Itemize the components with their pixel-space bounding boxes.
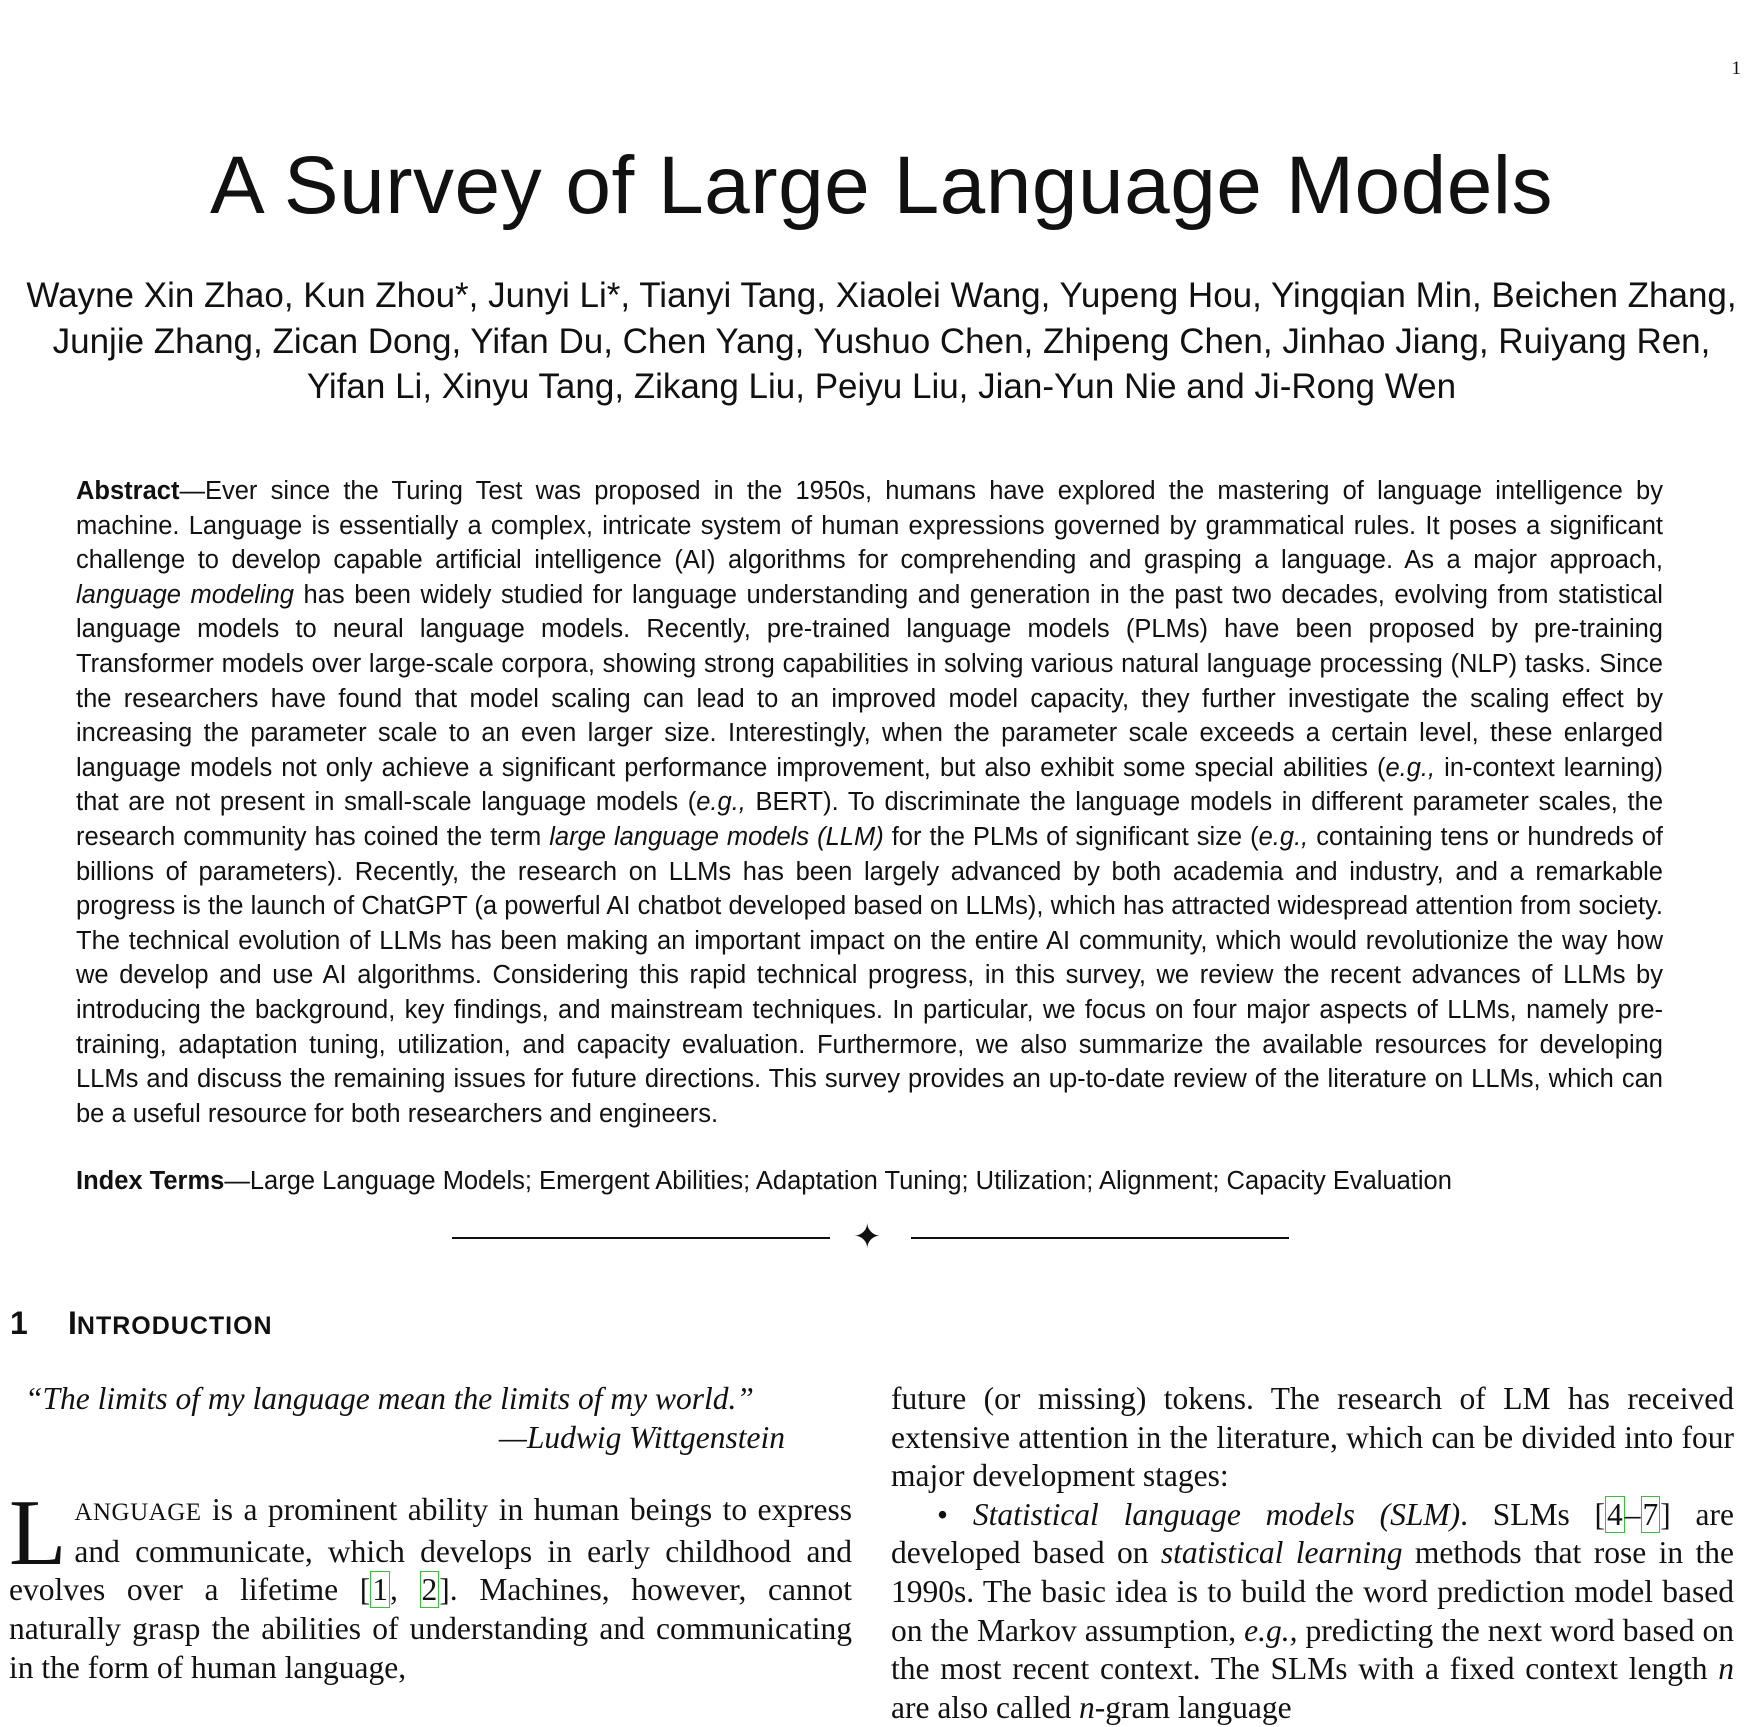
smallcaps-word: ANGUAGE <box>74 1499 202 1527</box>
bullet-icon: • <box>937 1496 949 1532</box>
citation-link[interactable]: 4 <box>1607 1496 1623 1532</box>
abstract-emphasis: large language models (LLM) <box>549 822 884 851</box>
abstract-text: BERT). To discriminate the language models in different parameter scales, the research community has coined the term <box>76 788 1664 851</box>
drop-cap: L <box>9 1481 67 1586</box>
left-column <box>9 1380 852 1687</box>
intro-paragraph <box>9 1481 852 1687</box>
citation-link[interactable]: 2 <box>421 1572 438 1608</box>
page-number: 1 <box>1731 58 1741 79</box>
section-title-initial: I <box>68 1305 77 1341</box>
divider-line-right <box>911 1237 1289 1239</box>
abstract-text: containing tens or hundreds of billions of parameters). Recently, the research on LLMs has been largely advanced by both academia and industry, and a remarkable progress is the launch of ChatGPT (a powerful AI chatbot developed based on LLMs), which has attracted widespread attention from society. The technical evolution of LLMs has been making an important impact on the entire AI community, which would revolutionize the way how we develop and use AI algorithms. Considering this rapid technical progress, in this survey, we review the recent advances of LLMs by introducing the background, key findings, and mainstream techniques. In particular, we focus on four major aspects of LLMs, namely pre-training, adaptation tuning, utilization, and capacity evaluation. Furthermore, we also summarize the available resources for developing LLMs and discuss the remaining issues for future directions. This survey provides an up-to-date review of the literature on LLMs, which can be a useful resource for both researchers and engineers. <box>76 822 1664 1128</box>
body-paragraph: future (or missing) tokens. The research of LM has received extensive attention in the literature, which can be divided into four major development stages: <box>891 1381 1734 1494</box>
body-text: predicting the next word based on the most recent context. The SLMs with a fixed context length <box>891 1612 1734 1687</box>
epigraph <box>25 1380 785 1457</box>
body-text: -gram language <box>1094 1689 1292 1725</box>
section-title-rest: NTRODUCTION <box>76 1312 273 1340</box>
bullet-item-slm <box>891 1496 1734 1727</box>
abstract-text: —Ever since the Turing Test was proposed in the 1950s, humans have explored the mastering of language intelligence by machine. Language is essentially a complex, intricate system of human expressions governed by grammatical rules. It poses a significant challenge to develop capable artificial intelligence (AI) algorithms for comprehending and grasping a language. As a major approach, <box>76 477 1663 575</box>
section-heading <box>10 1305 273 1342</box>
index-terms-text: —Large Language Models; Emergent Abilities; Adaptation Tuning; Utilization; Alignment; Capacity Evaluation <box>224 1167 1452 1195</box>
divider-star-icon: ✦ <box>853 1219 882 1256</box>
abstract-emphasis: e.g., <box>696 788 746 817</box>
body-text: ] are developed based on <box>891 1496 1734 1571</box>
citation-link[interactable]: 7 <box>1642 1496 1659 1532</box>
epigraph-text: “The limits of my language mean the limits of my world.” <box>25 1381 754 1416</box>
abstract-emphasis: e.g., <box>1258 822 1309 851</box>
intro-text: ]. Machines, however, cannot naturally grasp the abilities of understanding and communicating in the form of human language, <box>9 1572 852 1685</box>
abstract-emphasis: e.g., <box>1385 753 1436 782</box>
section-number: 1 <box>10 1305 28 1341</box>
math-variable: n <box>1718 1651 1734 1687</box>
section-divider <box>0 1218 1763 1258</box>
abstract-text: in-context learning) that are not present in small-scale language models ( <box>76 753 1663 817</box>
abstract-text: has been widely studied for language understanding and generation in the past two decades, evolving from statistical language models to neural language models. Recently, pre-trained language models (PLMs) have been proposed by pre-training Transformer models over large-scale corpora, showing strong capabilities in solving various natural language processing (NLP) tasks. Since the researchers have found that model scaling can lead to an improved model capacity, they further investigate the scaling effect by increasing the parameter scale to an even larger size. Interestingly, when the parameter scale exceeds a certain level, these enlarged language models not only achieve a significant performance improvement, but also exhibit some special abilities ( <box>76 580 1663 782</box>
abstract-label: Abstract <box>76 477 180 505</box>
body-emphasis: statistical learning <box>1160 1535 1403 1571</box>
body-text: methods that rose in the 1990s. The basic idea is to build the word prediction model based on the Markov assumption, <box>891 1535 1734 1648</box>
body-emphasis: e.g., <box>1244 1612 1298 1648</box>
citation-range-dash: – <box>1624 1496 1641 1532</box>
slm-term: Statistical language models (SLM) <box>972 1496 1461 1532</box>
right-column <box>891 1380 1734 1727</box>
abstract-text: for the PLMs of significant size ( <box>883 822 1259 851</box>
epigraph-attribution: —Ludwig Wittgenstein <box>498 1419 785 1455</box>
citation-link[interactable]: 1 <box>372 1572 389 1608</box>
divider-line-left <box>452 1237 830 1239</box>
math-variable: n <box>1079 1689 1095 1725</box>
index-terms <box>76 1164 1663 1198</box>
citation-separator: , <box>390 1572 420 1608</box>
abstract-emphasis: language modeling <box>76 580 294 609</box>
abstract <box>76 474 1663 1131</box>
index-terms-label: Index Terms <box>76 1167 225 1195</box>
body-text: . SLMs [ <box>1460 1496 1606 1532</box>
body-text: are also called <box>891 1689 1080 1725</box>
paper-title: A Survey of Large Language Models <box>209 140 1554 231</box>
author-list: Wayne Xin Zhao, Kun Zhou*, Junyi Li*, Tianyi Tang, Xiaolei Wang, Yupeng Hou, Yingqian Min, Beichen Zhang, Junjie Zhang, Zican Dong, Yifan Du, Chen Yang, Yushuo Chen, Zhipeng Chen, Jinhao Jiang, Ruiyang Ren, Yifan Li, Xinyu Tang, Zikang Liu, Peiyu Liu, Jian-Yun Nie and Ji-Rong Wen <box>26 276 1737 406</box>
intro-text: is a prominent ability in human beings to express and communicate, which develops in early childhood and evolves over a lifetime [ <box>9 1492 852 1608</box>
